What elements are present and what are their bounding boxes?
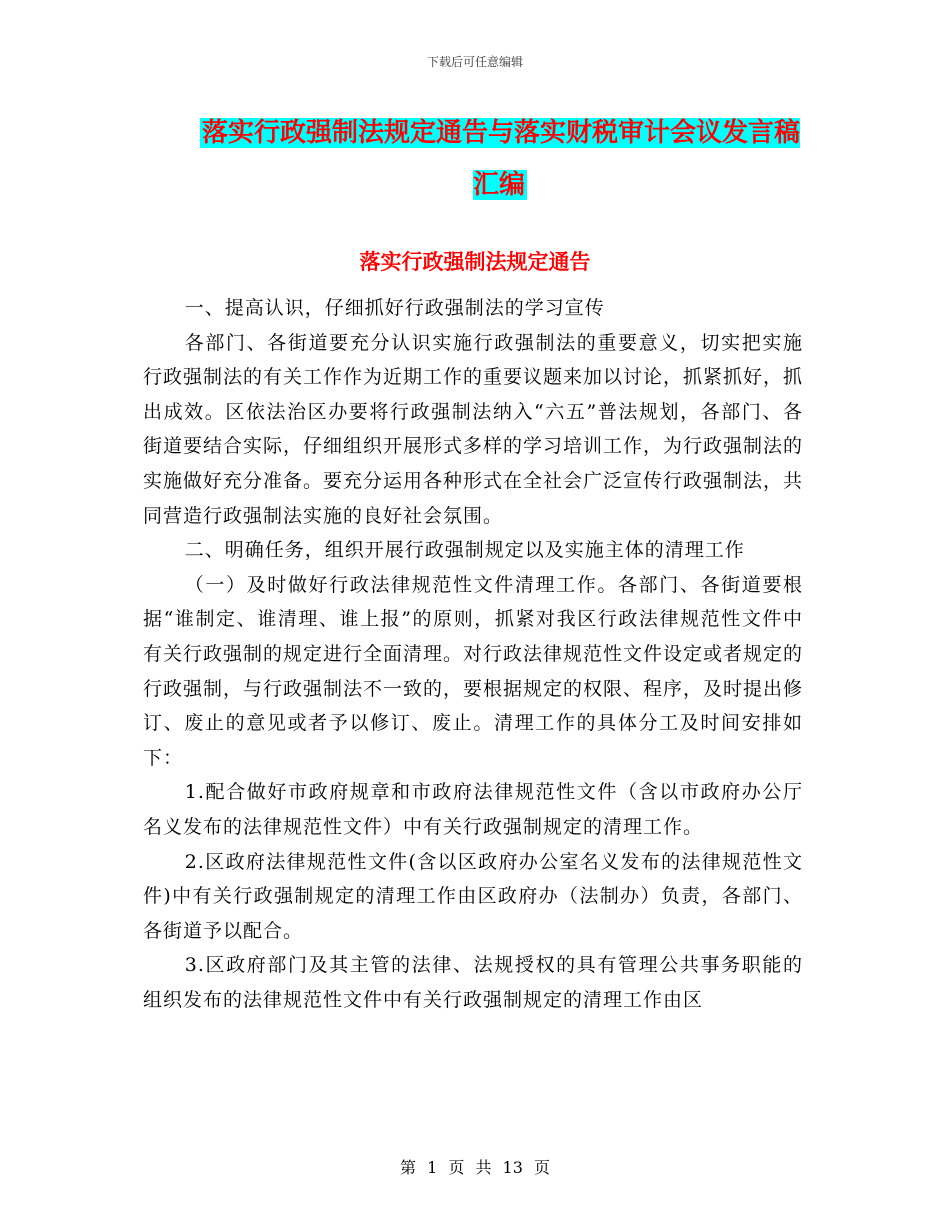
paragraph-3: 二、明确任务，组织开展行政强制规定以及实施主体的清理工作 bbox=[184, 539, 745, 562]
page-footer: 第 1 页 共 13 页 bbox=[400, 1158, 550, 1177]
document-body bbox=[143, 291, 803, 1017]
paragraph-5: 1.配合做好市政府规章和市政府法律规范性文件（含以市政府办公厅名义发布的法律规范性文件）中有关行政强制规定的清理工作。 bbox=[143, 781, 803, 838]
paragraph-6: 2.区政府法律规范性文件(含以区政府办公室名义发布的法律规范性文件)中有关行政强制规定的清理工作由区政府办（法制办）负责，各部门、各街道予以配合。 bbox=[143, 850, 803, 942]
paragraph-2: 各部门、各街道要充分认识实施行政强制法的重要意义，切实把实施行政强制法的有关工作作为近期工作的重要议题来加以讨论，抓紧抓好，抓出成效。区依法治区办要将行政强制法纳入“六五”普法规划，各部门、各街道要结合实际，仔细组织开展形式多样的学习培训工作，为行政强制法的实施做好充分准备。要充分运用各种形式在全社会广泛宣传行政强制法，共同营造行政强制法实施的良好社会氛围。 bbox=[143, 331, 804, 527]
section-title: 落实行政强制法规定通告 bbox=[359, 250, 591, 274]
document-title bbox=[190, 107, 810, 211]
header-note: 下载后可任意编辑 bbox=[426, 55, 523, 69]
paragraph-7: 3.区政府部门及其主管的法律、法规授权的具有管理公共事务职能的组织发布的法律规范性文件中有关行政强制规定的清理工作由区 bbox=[143, 954, 803, 1011]
paragraph-1: 一、提高认识，仔细抓好行政强制法的学习宣传 bbox=[184, 297, 605, 319]
paragraph-4: （一）及时做好行政法律规范性文件清理工作。各部门、各街道要根据“谁制定、谁清理、谁上报”的原则，抓紧对我区行政法律规范性文件中有关行政强制的规定进行全面清理。对行政法律规范性文件设定或者规定的行政强制，与行政强制法不一致的，要根据规定的权限、程序，及时提出修订、废止的意见或者予以修订、废止。清理工作的具体分工及时间安排如下： bbox=[143, 573, 804, 769]
document-title-text: 落实行政强制法规定通告与落实财税审计会议发言稿汇编 bbox=[201, 118, 800, 200]
